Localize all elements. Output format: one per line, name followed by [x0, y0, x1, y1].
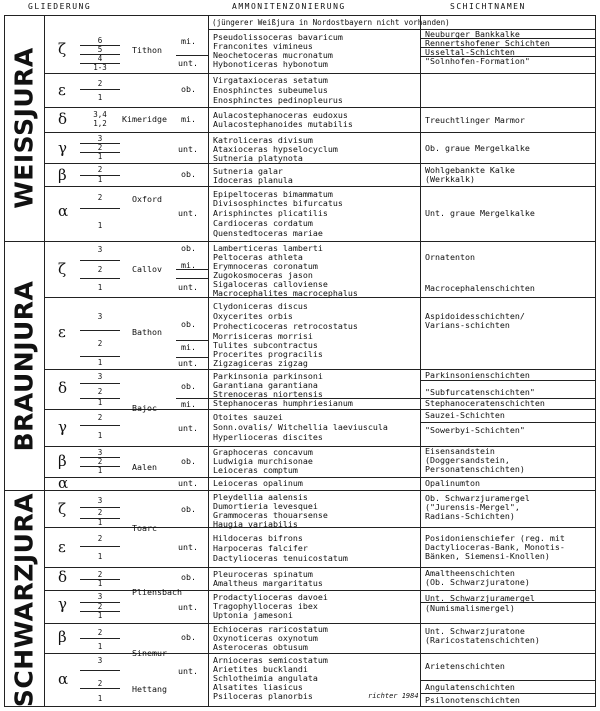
zone-name: Zugokosmoceras jason	[213, 270, 313, 280]
zone-name: Harpoceras falcifer	[213, 543, 308, 553]
zone-name: Enosphinctes pedinopleurus	[213, 95, 343, 105]
zone-name: Graphoceras concavum	[213, 447, 313, 457]
subdiv-number: 3	[97, 134, 103, 143]
substage-delta: δ	[58, 568, 68, 586]
layer-name: Amaltheenschichten	[425, 568, 515, 578]
subdiv-number: 3	[97, 496, 103, 505]
layer-name: Eisensandstein	[425, 446, 495, 456]
layer-name: Ob. graue Mergelkalke	[425, 143, 530, 153]
zone-name: Zigzagiceras zigzag	[213, 358, 308, 368]
zone-name: Asteroceras obtusum	[213, 642, 308, 652]
zone-name: Arisphinctes plicatilis	[213, 208, 328, 218]
subdiv-underline	[80, 330, 120, 331]
zone-name: Peltoceras athleta	[213, 252, 303, 262]
zone-name: Idoceras planula	[213, 175, 293, 185]
substage-alpha: α	[58, 670, 69, 688]
subdiv-underline	[80, 260, 120, 261]
layer-name: Angulatenschichten	[425, 682, 515, 692]
substage-beta: β	[58, 628, 67, 646]
subdiv-number: 1	[97, 431, 103, 440]
substage-zeta: ζ	[58, 260, 67, 278]
zone-name: Neochetoceras mucronatum	[213, 50, 333, 60]
subdiv-number: 1	[97, 283, 103, 292]
division-ob: ob.	[181, 572, 196, 582]
substage-beta: β	[58, 452, 67, 470]
layer-name: ("Jurensis-Mergel",	[425, 502, 520, 512]
subdiv-number: 2	[97, 508, 103, 517]
subdiv-number: 3,4	[93, 110, 107, 119]
stage-sinemur: Sinemur	[132, 648, 167, 658]
substage-divider	[44, 163, 596, 164]
layer-name: Aspidoidesschichten/	[425, 311, 525, 321]
layer-name: (Werkkalk)	[425, 174, 475, 184]
zone-divider	[176, 340, 208, 341]
zone-divider	[176, 278, 208, 279]
subdiv-number: 1-3	[93, 63, 107, 72]
subdiv-underline	[80, 425, 120, 426]
subdiv-underline	[80, 208, 120, 209]
subdiv-number: 2	[97, 679, 103, 688]
subdiv-number: 3	[97, 372, 103, 381]
zone-name: Uptonia jamesoni	[213, 610, 293, 620]
subdiv-underline	[80, 546, 120, 547]
substage-alpha: α	[58, 474, 69, 492]
subdiv-underline	[80, 638, 120, 639]
stage-callov: Callov	[132, 264, 162, 274]
layer-name: Radians-Schichten)	[425, 511, 515, 521]
subdiv-underline	[80, 670, 120, 671]
header-ammonitenzonierung: AMMONITENZONIERUNG	[232, 2, 346, 11]
zone-name: Virgataxioceras setatum	[213, 75, 328, 85]
era-label-braunjura: BRAUNJURA	[9, 280, 39, 452]
substage-divider	[44, 73, 596, 74]
zone-name: Arietites bucklandi	[213, 664, 308, 674]
layer-name: (Raricostatenschichten)	[425, 635, 540, 645]
zone-name: Oxycerites orbis	[213, 311, 293, 321]
layer-name: (Ob. Schwarzjuratone)	[425, 577, 530, 587]
zone-name: Hildoceras bifrons	[213, 533, 303, 543]
division-ob: ob.	[181, 504, 196, 514]
author-credit: richter 1984	[368, 692, 419, 700]
zone-name: Stephanoceras humphriesianum	[213, 398, 353, 408]
zone-name: Sigaloceras calloviense	[213, 279, 328, 289]
zone-name: Erymnoceras coronatum	[213, 261, 318, 271]
zone-name: Echioceras raricostatum	[213, 624, 328, 634]
subdiv-number: 2	[97, 457, 103, 466]
subdiv-number: 3	[97, 592, 103, 601]
zone-name: Lamberticeras lamberti	[213, 243, 323, 253]
subdiv-number: 2	[97, 143, 103, 152]
zone-name: Pleydellia aalensis	[213, 492, 308, 502]
layer-name: Stephanoceratenschichten	[425, 398, 545, 408]
substage-gamma: γ	[58, 418, 67, 436]
zone-name: Schlotheimia angulata	[213, 673, 318, 683]
layer-name: Ornatenton	[425, 252, 475, 262]
division-ob: ob.	[181, 243, 196, 253]
zone-name: Dactylioceras tenuicostatum	[213, 553, 348, 563]
zone-name: Epipeltoceras bimammatum	[213, 189, 333, 199]
subdiv-number: 1	[97, 552, 103, 561]
substage-divider	[44, 590, 596, 591]
zone-name: Divisosphinctes bifurcatus	[213, 198, 343, 208]
division-ob: ob.	[181, 319, 196, 329]
subdiv-number: 3	[97, 245, 103, 254]
zone-name: Parkinsonia parkinsoni	[213, 371, 323, 381]
layer-name: Parkinsonienschichten	[425, 370, 530, 380]
layer-name: Sauzei-Schichten	[425, 410, 505, 420]
zone-name: Haugia variabilis	[213, 519, 298, 529]
division-ob: ob.	[181, 456, 196, 466]
division-ob: ob.	[181, 381, 196, 391]
layer-name: Bänken, Siemensi-Knollen)	[425, 551, 550, 561]
substage-gamma: γ	[58, 139, 67, 157]
subdiv-underline	[80, 688, 120, 689]
division-mi: mi.	[181, 399, 196, 409]
zone-name: Prodactylioceras davoei	[213, 592, 328, 602]
division-unt: unt.	[178, 602, 198, 612]
layer-name: "Sowerbyi-Schichten"	[425, 425, 525, 435]
layer-name: Opalinumton	[425, 478, 480, 488]
subdiv-number: 2	[97, 193, 103, 202]
zone-name: Quenstedtoceras mariae	[213, 228, 323, 238]
zone-name: Prohecticoceras retrocostatus	[213, 321, 358, 331]
substage-divider	[44, 446, 596, 447]
era-label-schwarzjura: SCHWARZJURA	[9, 492, 39, 708]
zone-name: Enosphinctes subeumelus	[213, 85, 328, 95]
stage-toarc: Toarc	[132, 523, 157, 533]
zone-name: Sonn.ovalis/ Witchellia laeviuscula	[213, 422, 388, 432]
layer-name: Macrocephalenschichten	[425, 283, 535, 293]
subdiv-number: 1	[97, 398, 103, 407]
zone-name: Macrocephalites macrocephalus	[213, 288, 358, 298]
substage-epsilon: ε	[58, 81, 66, 99]
division-mi: mi.	[181, 36, 196, 46]
subdiv-number: 2	[97, 413, 103, 422]
zone-name: Alsatites liasicus	[213, 682, 303, 692]
division-unt: unt.	[178, 208, 198, 218]
zone-name: Psiloceras planorbis	[213, 691, 313, 701]
subdiv-number: 1	[97, 152, 103, 161]
substage-gamma: γ	[58, 595, 67, 613]
zone-name: Aulacostephanoides mutabilis	[213, 119, 353, 129]
zone-name: Pseudolissoceras bavaricum	[213, 32, 343, 42]
division-unt: unt.	[178, 666, 198, 676]
zone-name: Amaltheus margaritatus	[213, 578, 323, 588]
zone-name: Strenoceras niortensis	[213, 389, 323, 399]
division-unt: unt.	[178, 144, 198, 154]
subdiv-number: 5	[97, 45, 103, 54]
zone-divider	[208, 29, 596, 30]
zone-name: Ludwigia murchisonae	[213, 456, 313, 466]
stage-oxford: Oxford	[132, 194, 162, 204]
zone-name: Katroliceras divisum	[213, 135, 313, 145]
zone-name: Otoites sauzei	[213, 412, 283, 422]
zone-name: Oxynoticeras oxynotum	[213, 633, 318, 643]
zone-name: Hybonoticeras hybonotum	[213, 59, 328, 69]
division-unt: unt.	[178, 58, 198, 68]
layer-name: Neuburger Bankkalke	[425, 29, 520, 39]
zone-divider	[420, 422, 596, 423]
era-divider	[4, 490, 596, 491]
zone-name: Leioceras comptum	[213, 465, 298, 475]
division-unt: unt.	[178, 423, 198, 433]
subdiv-number: 1	[97, 358, 103, 367]
stage-bathon: Bathon	[132, 327, 162, 337]
substage-divider	[44, 477, 596, 478]
subdiv-number: 1	[97, 579, 103, 588]
layer-name: Personatenschichten)	[425, 464, 525, 474]
zone-name: Leioceras opalinum	[213, 478, 303, 488]
substage-divider	[44, 186, 596, 187]
substage-divider	[44, 409, 596, 410]
division-ob: ob.	[181, 169, 196, 179]
substage-epsilon: ε	[58, 538, 66, 556]
subdiv-underline	[80, 278, 120, 279]
col-divider-layers	[420, 15, 421, 707]
layer-name: "Subfurcatenschichten"	[425, 387, 535, 397]
subdiv-number: 3	[97, 656, 103, 665]
division-unt: unt.	[178, 542, 198, 552]
layer-name: Dactylioceras-Bank, Monotis-	[425, 542, 565, 552]
layer-name: Wohlgebankte Kalke	[425, 165, 515, 175]
zone-divider	[420, 693, 596, 694]
stage-aalen: Aalen	[132, 462, 157, 472]
subdiv-number: 2	[97, 387, 103, 396]
zone-name: Grammoceras thouarsense	[213, 510, 328, 520]
zone-name: Sutneria galar	[213, 166, 283, 176]
layer-name: Treuchtlinger Marmor	[425, 115, 525, 125]
zone-name: Franconites vimineus	[213, 41, 313, 51]
era-divider	[4, 241, 596, 242]
substage-divider	[44, 107, 596, 108]
subdiv-underline	[80, 383, 120, 384]
subdiv-number: 2	[97, 628, 103, 637]
zone-name: Cardioceras cordatum	[213, 218, 313, 228]
subdiv-number: 1	[97, 611, 103, 620]
col-divider-zones	[208, 15, 209, 707]
subdiv-number: 2	[97, 570, 103, 579]
stage-hettang: Hettang	[132, 684, 167, 694]
division-unt: unt.	[178, 282, 198, 292]
stage-bajoc: Bajoc	[132, 403, 157, 413]
header-gliederung: GLIEDERUNG	[28, 2, 92, 11]
subdiv-number: 2	[97, 79, 103, 88]
subdiv-number: 6	[97, 36, 103, 45]
division-unt: unt.	[178, 478, 198, 488]
subdiv-number: 2	[97, 534, 103, 543]
substage-divider	[44, 132, 596, 133]
zone-divider	[176, 55, 208, 56]
substage-delta: δ	[58, 110, 68, 128]
layer-name: Psilonotenschichten	[425, 695, 520, 705]
subdiv-underline	[80, 356, 120, 357]
zone-name: Procerites progracilis	[213, 349, 323, 359]
division-mi: mi.	[181, 342, 196, 352]
layer-name: Varians-schichten	[425, 320, 510, 330]
zone-name: Hyperlioceras discites	[213, 432, 323, 442]
subdiv-underline	[80, 89, 120, 90]
layer-name: Arietenschichten	[425, 661, 505, 671]
subdiv-number: 1	[97, 175, 103, 184]
layer-name: (Numismalismergel)	[425, 603, 515, 613]
col-divider-era	[44, 15, 45, 707]
layer-name: Unt. Schwarzjuramergel	[425, 593, 535, 603]
subdiv-number: 1,2	[93, 119, 107, 128]
zone-name: Sutneria platynota	[213, 153, 303, 163]
zone-name: Garantiana garantiana	[213, 380, 318, 390]
subdiv-number: 2	[97, 339, 103, 348]
zone-name: Morrisiceras morrisi	[213, 331, 313, 341]
layer-name: Usseltal-Schichten	[425, 47, 515, 57]
division-unt: unt.	[178, 358, 198, 368]
substage-beta: β	[58, 166, 67, 184]
subdiv-number: 1	[97, 466, 103, 475]
layer-name: Rennertshofener Schichten	[425, 38, 550, 48]
top-note: (jüngerer Weißjura in Nordostbayern nicht vorhanden)	[212, 18, 450, 27]
era-label-weissjura: WEISSJURA	[9, 47, 39, 209]
zone-name: Arnioceras semicostatum	[213, 655, 328, 665]
zone-divider	[420, 380, 596, 381]
substage-divider	[44, 653, 596, 654]
layer-name: Posidonienschiefer (reg. mit	[425, 533, 565, 543]
header-schichtnamen: SCHICHTNAMEN	[450, 2, 526, 11]
layer-name: (Doggersandstein,	[425, 455, 510, 465]
zone-name: Dumortieria levesquei	[213, 501, 318, 511]
layer-name: Unt. Schwarzjuratone	[425, 626, 525, 636]
substage-delta: δ	[58, 379, 68, 397]
layer-name: "Solnhofen-Formation"	[425, 56, 530, 66]
stage-pliensbach: Pliensbach	[132, 587, 182, 597]
substage-divider	[44, 527, 596, 528]
zone-name: Aulacostephanoceras eudoxus	[213, 110, 348, 120]
zone-name: Tulites subcontractus	[213, 340, 318, 350]
substage-zeta: ζ	[58, 500, 67, 518]
division-ob: ob.	[181, 632, 196, 642]
subdiv-number: 3	[97, 312, 103, 321]
substage-alpha: α	[58, 202, 69, 220]
stage-tithon: Tithon	[132, 45, 162, 55]
substage-epsilon: ε	[58, 323, 66, 341]
subdiv-number: 3	[97, 448, 103, 457]
stage-kimeridge: Kimeridge	[122, 114, 167, 124]
zone-name: Tragophylloceras ibex	[213, 601, 318, 611]
subdiv-number: 1	[97, 694, 103, 703]
subdiv-number: 2	[97, 602, 103, 611]
substage-zeta: ζ	[58, 40, 67, 58]
zone-name: Clydoniceras discus	[213, 301, 308, 311]
zone-name: Pleuroceras spinatum	[213, 569, 313, 579]
subdiv-number: 1	[97, 221, 103, 230]
division-mi: mi.	[181, 260, 196, 270]
subdiv-number: 1	[97, 93, 103, 102]
division-ob: ob.	[181, 84, 196, 94]
zone-name: Ataxioceras hypselocyclum	[213, 144, 338, 154]
subdiv-number: 2	[97, 165, 103, 174]
layer-name: Unt. graue Mergelkalke	[425, 208, 535, 218]
layer-name: Ob. Schwarzjuramergel	[425, 493, 530, 503]
zone-divider	[420, 680, 596, 681]
subdiv-number: 1	[97, 518, 103, 527]
subdiv-number: 1	[97, 642, 103, 651]
subdiv-number: 2	[97, 265, 103, 274]
division-mi: mi.	[181, 114, 196, 124]
subdiv-number: 4	[97, 54, 103, 63]
